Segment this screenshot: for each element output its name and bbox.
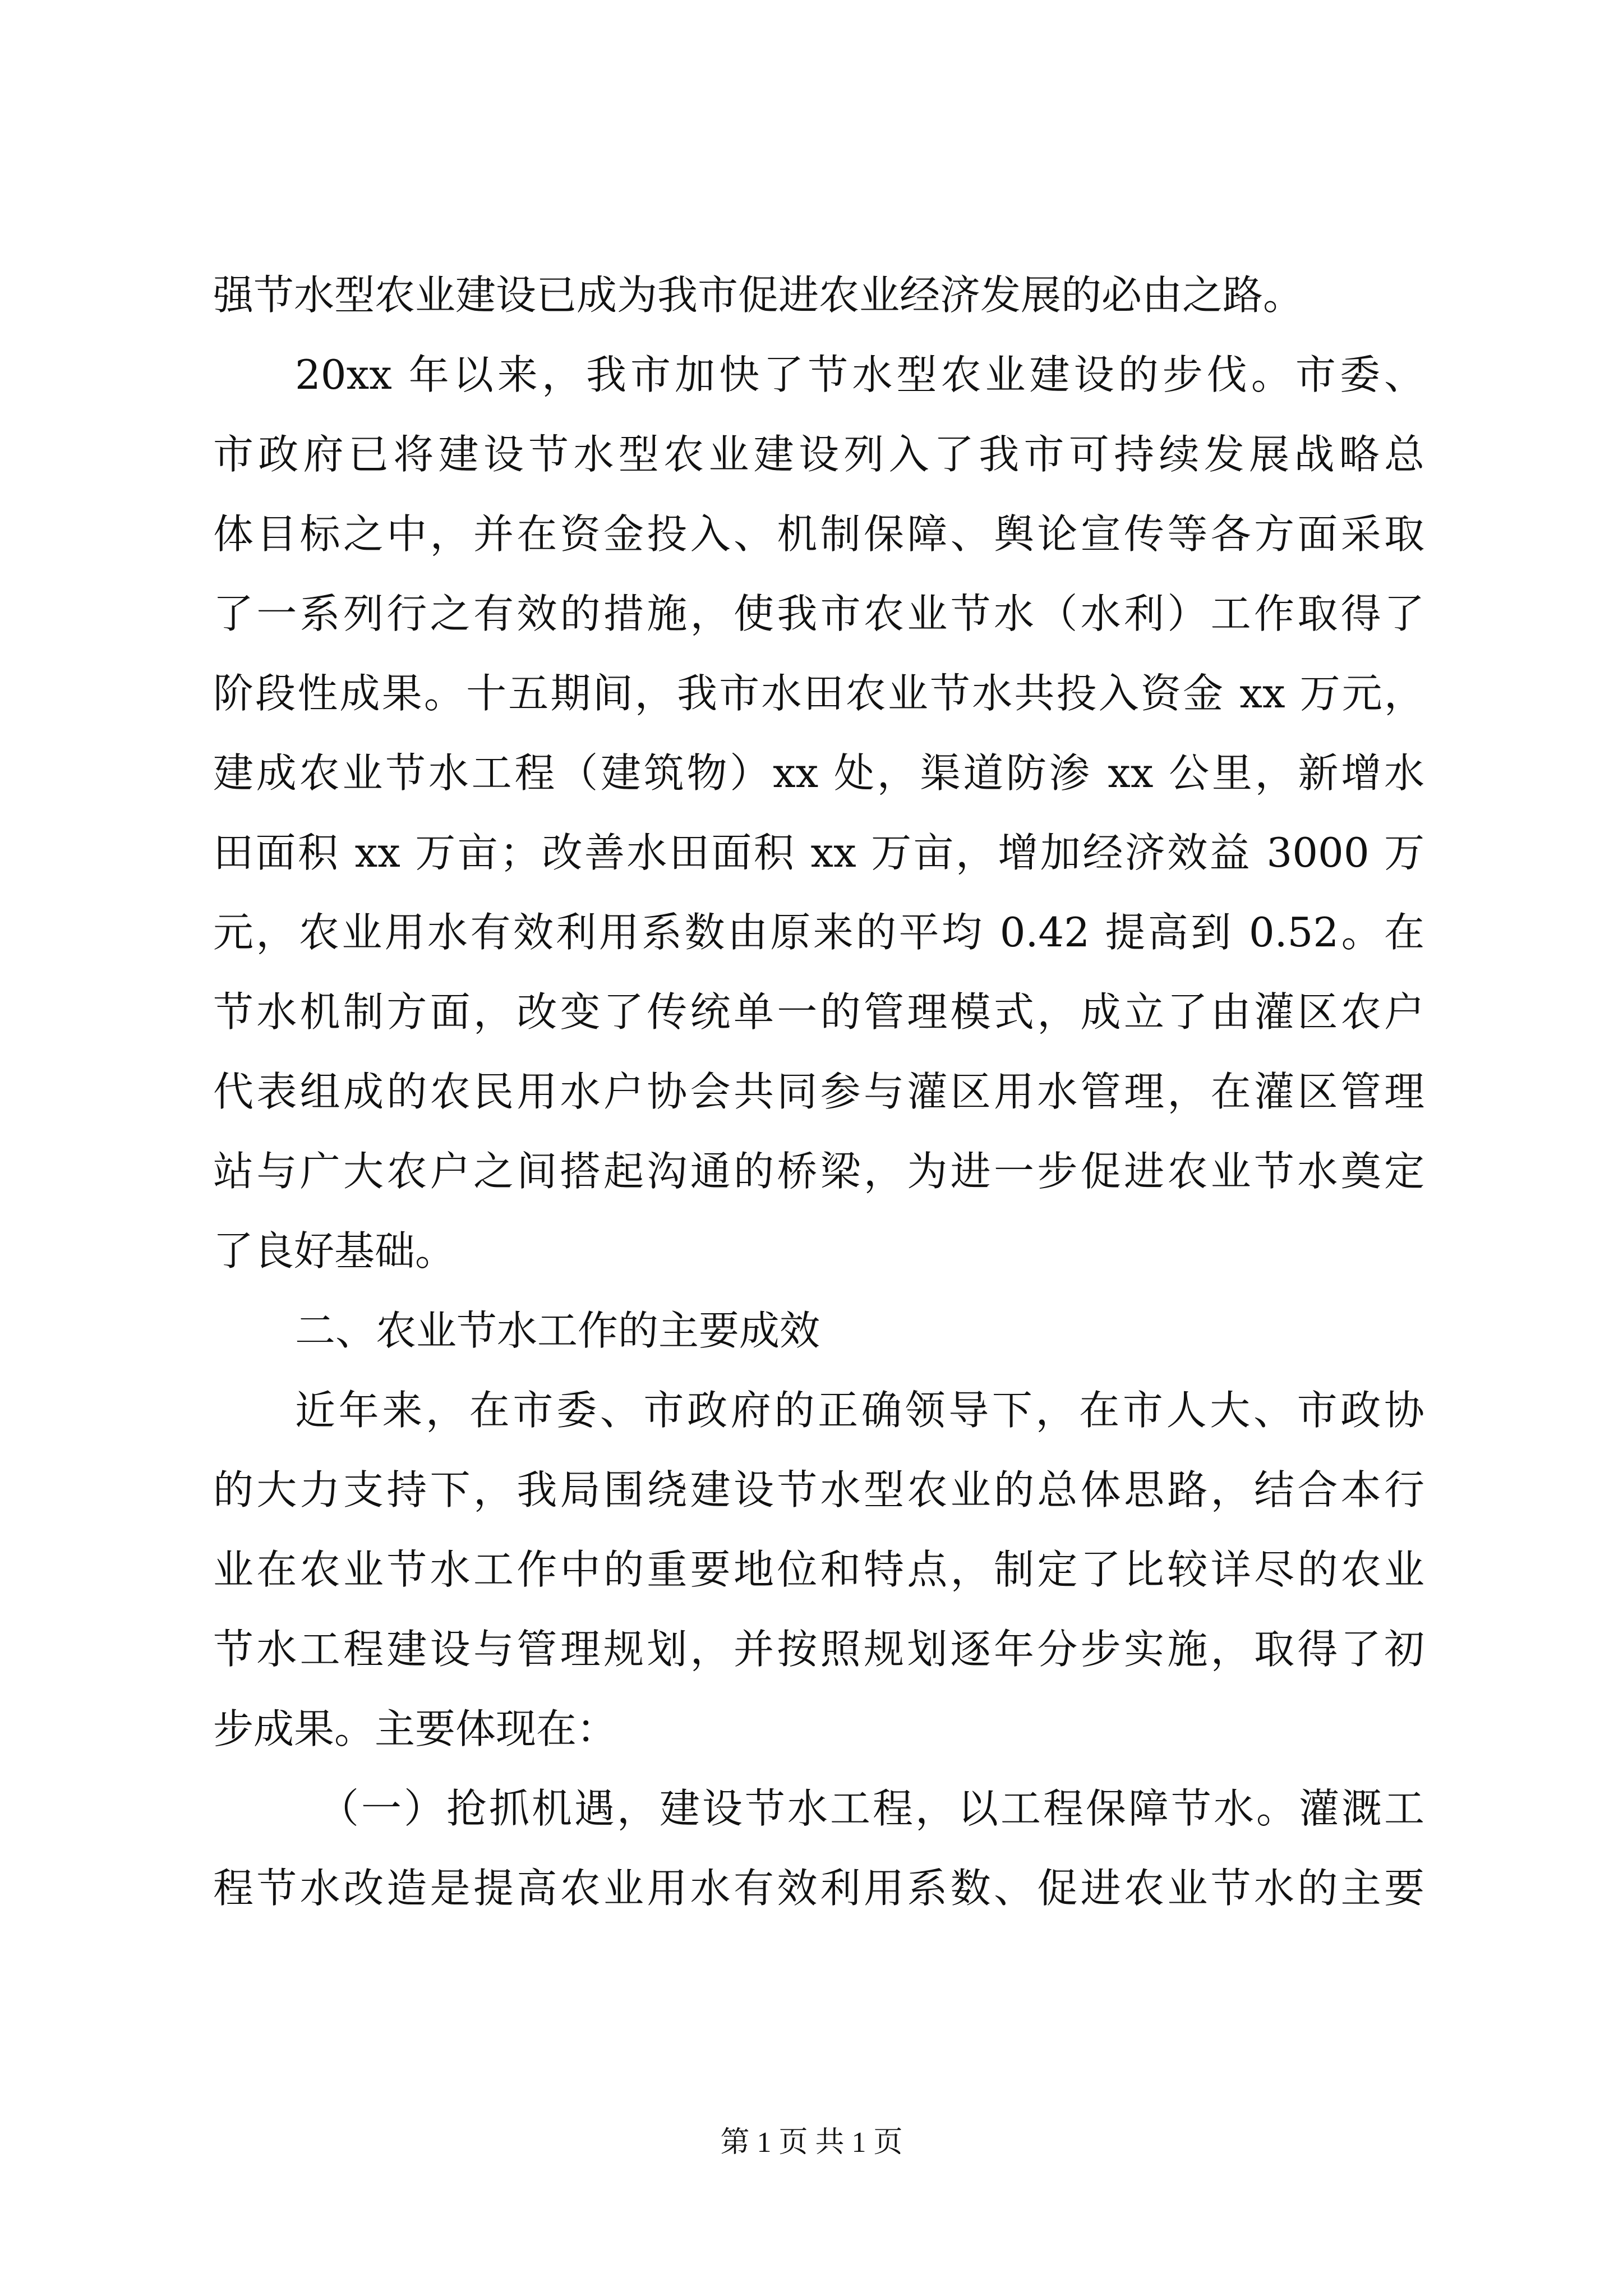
document-body [213,255,1424,1928]
paragraph-line: 程节水改造是提高农业用水有效利用系数、促进农业节水的主要 [213,1865,1424,1912]
paragraph-line: 阶段性成果。十五期间，我市水田农业节水共投入资金 xx 万元， [213,670,1424,717]
paragraph-line: 的大力支持下，我局围绕建设节水型农业的总体思路，结合本行 [213,1466,1424,1513]
subsection-heading-line: （一）抢抓机遇，建设节水工程，以工程保障节水。灌溉工 [319,1785,1424,1832]
paragraph-line: 代表组成的农民用水户协会共同参与灌区用水管理，在灌区管理 [213,1068,1424,1115]
paragraph-line: 建成农业节水工程（建筑物）xx 处，渠道防渗 xx 公里，新增水 [213,749,1424,797]
section-heading: 二、农业节水工作的主要成效 [295,1307,820,1354]
paragraph-line: 了良好基础。 [213,1227,456,1274]
paragraph-line: 节水工程建设与管理规划，并按照规划逐年分步实施，取得了初 [213,1626,1424,1673]
paragraph-line: 步成果。主要体现在： [213,1705,617,1752]
paragraph-line: 体目标之中，并在资金投入、机制保障、舆论宣传等各方面采取 [213,510,1424,558]
paragraph-line: 强节水型农业建设已成为我市促进农业经济发展的必由之路。 [213,272,1304,319]
paragraph-line: 市政府已将建设节水型农业建设列入了我市可持续发展战略总 [213,431,1424,478]
paragraph-line: 站与广大农户之间搭起沟通的桥梁，为进一步促进农业节水奠定 [213,1148,1424,1195]
paragraph-line: 近年来，在市委、市政府的正确领导下，在市人大、市政协 [295,1387,1424,1434]
paragraph-line: 20xx 年以来，我市加快了节水型农业建设的步伐。市委、 [295,351,1424,398]
paragraph-line: 田面积 xx 万亩；改善水田面积 xx 万亩，增加经济效益 3000 万 [213,829,1424,876]
paragraph-line: 节水机制方面，改变了传统单一的管理模式，成立了由灌区农户 [213,988,1424,1036]
page-number-footer: 第 1 页 共 1 页 [720,2127,903,2159]
paragraph-line: 业在农业节水工作中的重要地位和特点，制定了比较详尽的农业 [213,1546,1424,1593]
paragraph-line: 元，农业用水有效利用系数由原来的平均 0.42 提高到 0.52。在 [213,909,1424,956]
paragraph-line: 了一系列行之有效的措施，使我市农业节水（水利）工作取得了 [213,590,1424,637]
